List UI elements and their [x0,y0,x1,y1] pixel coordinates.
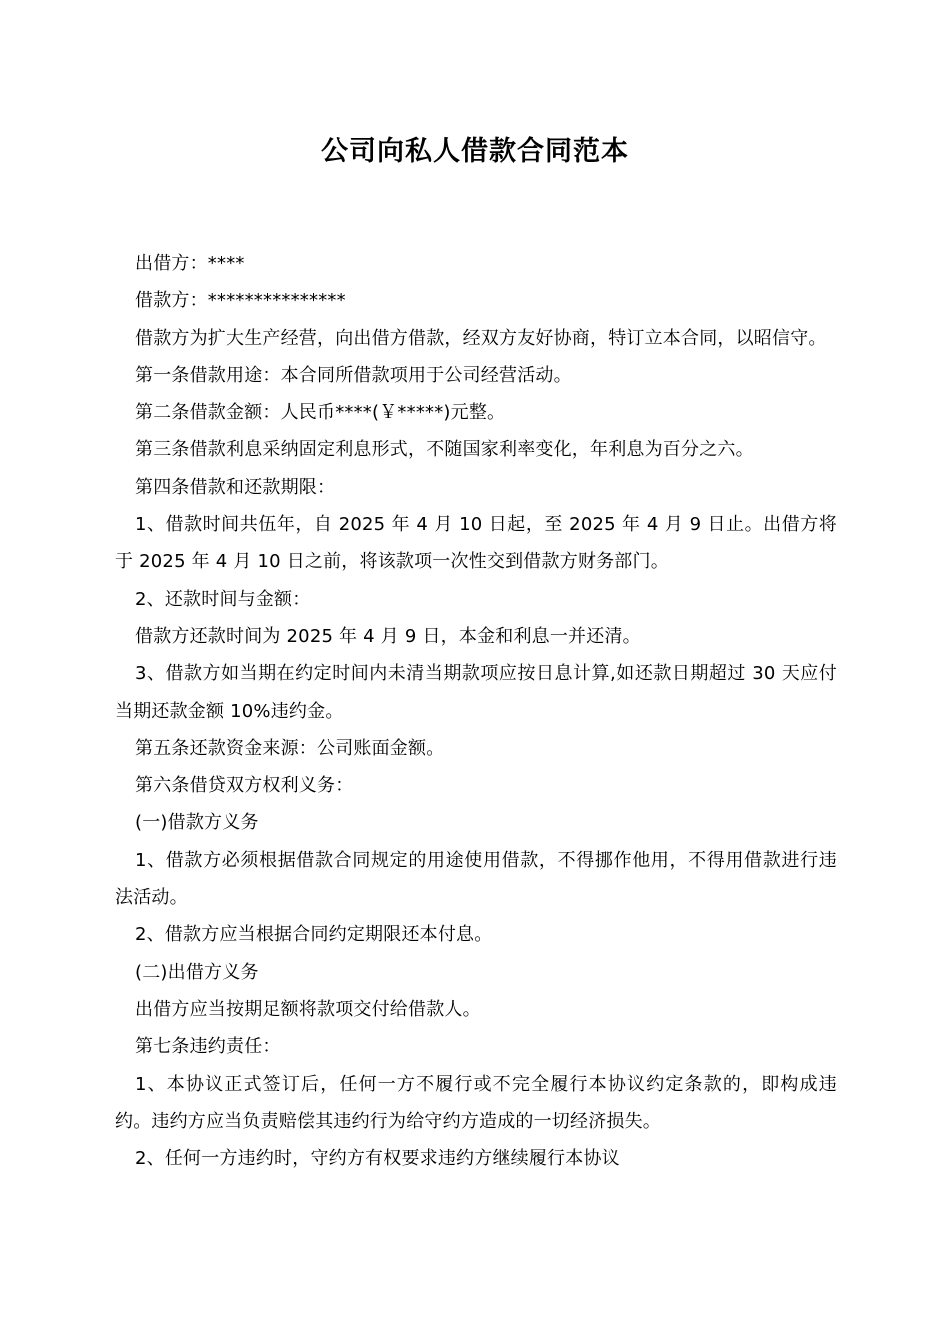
paragraph-borrower-obligation-2: 2、借款方应当根据合同约定期限还本付息。 [135,924,493,946]
paragraph-lender-obligations: (二)出借方义务 [135,961,259,983]
paragraph-borrower-obligation-1: 1、借款方必须根据借款合同规定的用途使用借款，不得挪作他用，不得用借款进行违法活动。 [115,849,837,909]
paragraph-article-5: 第五条还款资金来源：公司账面金额。 [135,737,445,759]
paragraph-article-4-item-1: 1、借款时间共伍年，自 2025 年 4 月 10 日起，至 2025 年 4 月 9 日止。出借方将于 2025 年 4 月 10 日之前，将该款项一次性交到借款方财务部门。 [115,514,837,573]
paragraph-article-4: 第四条借款和还款期限： [135,476,336,498]
paragraph-repayment-time: 借款方还款时间为 2025 年 4 月 9 日，本金和利息一并还清。 [135,625,641,647]
paragraph-article-1: 第一条借款用途：本合同所借款项用于公司经营活动。 [135,364,572,386]
paragraph-article-3: 第三条借款利息采纳固定利息形式，不随国家利率变化，年利息为百分之六。 [135,439,754,461]
paragraph-borrower-obligations: (一)借款方义务 [135,812,259,834]
document-title: 公司向私人借款合同范本 [321,136,629,167]
paragraph-article-6: 第六条借贷双方权利义务： [135,775,354,797]
paragraph-article-7-item-1: 1、本协议正式签订后，任何一方不履行或不完全履行本协议约定条款的，即构成违约。违约方应当负责赔偿其违约行为给守约方造成的一切经济损失。 [115,1073,837,1132]
paragraph-article-7: 第七条违约责任： [135,1036,281,1058]
paragraph-article-2: 第二条借款金额：人民币****(￥*****)元整。 [135,402,506,424]
paragraph-article-4-item-3: 3、借款方如当期在约定时间内未清当期款项应按日息计算,如还款日期超过 30 天应付当期还款金额 10%违约金。 [115,663,837,722]
document-body [115,245,837,1177]
paragraph-preamble: 借款方为扩大生产经营，向出借方借款，经双方友好协商，特订立本合同，以昭信守。 [135,327,827,349]
paragraph-article-4-item-2: 2、还款时间与金额： [135,588,311,610]
paragraph-lender: 出借方：**** [135,253,245,274]
paragraph-article-7-item-2: 2、任何一方违约时，守约方有权要求违约方继续履行本协议 [135,1148,620,1170]
paragraph-lender-obligation-1: 出借方应当按期足额将款项交付给借款人。 [135,998,481,1020]
paragraph-borrower: 借款方：*************** [135,290,346,312]
